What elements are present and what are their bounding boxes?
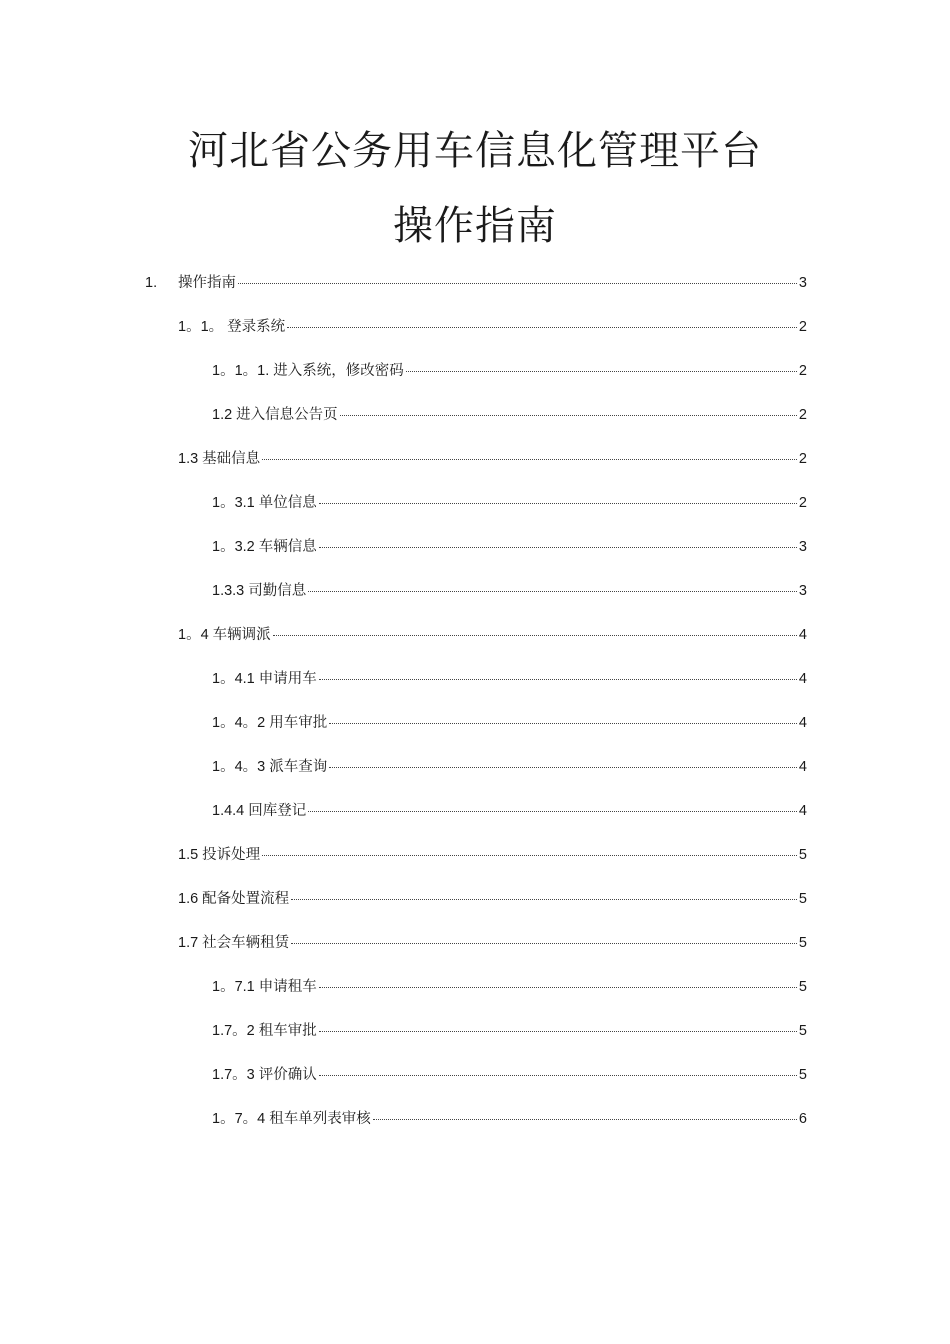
toc-dot-leader [238, 283, 797, 284]
toc-entry-page: 2 [798, 363, 807, 379]
toc-entry-page: 5 [798, 1067, 807, 1083]
toc-dot-leader [308, 811, 797, 812]
toc-entry-page: 4 [798, 671, 807, 687]
toc-entry-page: 2 [798, 407, 807, 423]
document-title-line1: 河北省公务用车信息化管理平台 [188, 128, 762, 174]
toc-entry-label: 1.3.3 司勤信息 [212, 583, 307, 599]
toc-entry-dispatch-query[interactable] [212, 757, 807, 777]
toc-dot-leader [319, 503, 797, 504]
toc-dot-leader [287, 327, 797, 328]
toc-dot-leader [340, 415, 797, 416]
toc-entry-label: 1.7。2 租车审批 [212, 1023, 317, 1039]
toc-entry-label: 1.3 基础信息 [178, 451, 261, 467]
toc-entry-vehicle-approval[interactable] [212, 713, 807, 733]
toc-entry-page: 4 [798, 759, 807, 775]
toc-entry-vehicle-info[interactable] [212, 537, 807, 557]
toc-entry-page: 3 [798, 539, 807, 555]
toc-entry-rental-list-review[interactable] [212, 1109, 807, 1129]
toc-entry-label: 1。4。3 派车查询 [212, 759, 328, 775]
toc-entry-page: 5 [798, 979, 807, 995]
toc-entry-page: 2 [798, 495, 807, 511]
toc-entry-label: 1.7 社会车辆租赁 [178, 935, 290, 951]
toc-entry-label: 1.6 配备处置流程 [178, 891, 290, 907]
toc-entry-login[interactable] [178, 317, 807, 337]
toc-entry-operation-guide[interactable] [145, 273, 807, 293]
toc-entry-page: 3 [798, 583, 807, 599]
toc-entry-return-registration[interactable] [212, 801, 807, 821]
toc-entry-label: 1。4.1 申请用车 [212, 671, 317, 687]
toc-entry-label: 1。7.1 申请租车 [212, 979, 317, 995]
toc-dot-leader [319, 1031, 797, 1032]
toc-entry-label: 1.4.4 回库登记 [212, 803, 307, 819]
toc-dot-leader [291, 899, 797, 900]
toc-entry-label: 1。1。 登录系统 [178, 319, 286, 335]
toc-dot-leader [291, 943, 797, 944]
toc-entry-page: 6 [798, 1111, 807, 1127]
toc-dot-leader [319, 679, 797, 680]
toc-entry-apply-rental[interactable] [212, 977, 807, 997]
toc-entry-unit-info[interactable] [212, 493, 807, 513]
toc-entry-page: 5 [798, 1023, 807, 1039]
toc-dot-leader [319, 1075, 797, 1076]
toc-dot-leader [308, 591, 797, 592]
toc-dot-leader [273, 635, 797, 636]
toc-entry-label: 1。4。2 用车审批 [212, 715, 328, 731]
toc-entry-page: 3 [798, 275, 807, 291]
toc-entry-label: 1。7。4 租车单列表审核 [212, 1111, 371, 1127]
toc-entry-label: 操作指南 [178, 275, 236, 291]
toc-entry-basic-info[interactable] [178, 449, 807, 469]
toc-entry-vehicle-dispatch[interactable] [178, 625, 807, 645]
document-title-line2: 操作指南 [393, 203, 557, 249]
toc-entry-rental-approval[interactable] [212, 1021, 807, 1041]
toc-entry-disposal-process[interactable] [178, 889, 807, 909]
toc-entry-social-vehicle-rental[interactable] [178, 933, 807, 953]
toc-dot-leader [319, 547, 797, 548]
toc-dot-leader [329, 723, 797, 724]
toc-entry-page: 5 [798, 935, 807, 951]
toc-entry-driver-info[interactable] [212, 581, 807, 601]
toc-entry-label: 1。1。1. 进入系统，修改密码 [212, 363, 404, 379]
toc-entry-complaint-handling[interactable] [178, 845, 807, 865]
toc-dot-leader [262, 855, 797, 856]
toc-entry-page: 2 [798, 451, 807, 467]
toc-dot-leader [329, 767, 797, 768]
toc-entry-label: 1.2 进入信息公告页 [212, 407, 338, 423]
toc-entry-label: 1。3.1 单位信息 [212, 495, 317, 511]
toc-dot-leader [406, 371, 797, 372]
toc-entry-enter-system[interactable] [212, 361, 807, 381]
toc-entry-number: 1. [145, 275, 158, 291]
toc-entry-notice-page[interactable] [212, 405, 807, 425]
toc-entry-label: 1。3.2 车辆信息 [212, 539, 317, 555]
toc-entry-label: 1.7。3 评价确认 [212, 1067, 317, 1083]
toc-entry-page: 4 [798, 627, 807, 643]
toc-entry-evaluation-confirm[interactable] [212, 1065, 807, 1085]
toc-entry-page: 5 [798, 891, 807, 907]
toc-dot-leader [319, 987, 797, 988]
toc-entry-page: 2 [798, 319, 807, 335]
toc-entry-page: 4 [798, 803, 807, 819]
toc-entry-label: 1.5 投诉处理 [178, 847, 261, 863]
toc-dot-leader [373, 1119, 797, 1120]
toc-entry-apply-vehicle[interactable] [212, 669, 807, 689]
toc-entry-label: 1。4 车辆调派 [178, 627, 271, 643]
toc-entry-page: 5 [798, 847, 807, 863]
toc-entry-page: 4 [798, 715, 807, 731]
toc-dot-leader [262, 459, 797, 460]
